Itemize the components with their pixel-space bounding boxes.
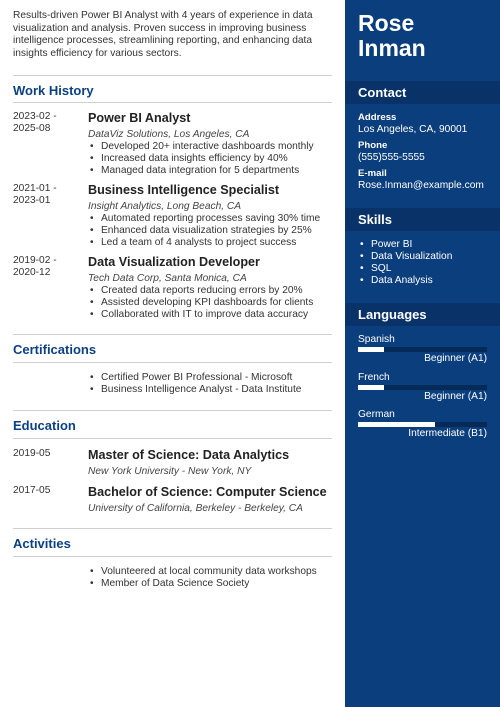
section-title-education: Education xyxy=(13,418,76,433)
degree-title: Master of Science: Data Analytics xyxy=(88,448,290,462)
activity-item: • Member of Data Science Society xyxy=(88,578,338,590)
language-bar-fill xyxy=(358,347,384,352)
language-bar-fill xyxy=(358,422,435,427)
divider xyxy=(13,438,332,439)
section-title-work-history: Work History xyxy=(13,83,94,98)
bullet-item: • Managed data integration for 5 departments xyxy=(88,165,336,177)
email-value[interactable]: Rose.Inman@example.com xyxy=(358,180,484,191)
education-date: 2017-05 xyxy=(13,485,51,496)
email-label: E-mail xyxy=(358,168,387,179)
skill-item: • Data Analysis xyxy=(358,275,452,287)
skill-item: • SQL xyxy=(358,263,452,275)
work-details xyxy=(88,111,336,177)
work-date: 2019-02 - 2020-12 xyxy=(13,255,57,278)
activity-item: • Volunteered at local community data workshops xyxy=(88,566,338,578)
address-label: Address xyxy=(358,112,397,123)
certification-item: • Certified Power BI Professional - Microsoft xyxy=(88,372,338,384)
language-entry xyxy=(358,372,487,403)
job-bullets xyxy=(88,141,336,177)
sidebar xyxy=(345,0,500,707)
language-bar xyxy=(358,422,487,427)
skill-item: • Power BI xyxy=(358,239,452,251)
skills-list xyxy=(358,239,452,287)
language-level: Beginner (A1) xyxy=(424,353,487,364)
divider xyxy=(13,75,332,76)
job-title: Business Intelligence Specialist xyxy=(88,183,280,197)
phone-value: (555)555-5555 xyxy=(358,152,425,163)
education-details xyxy=(88,448,336,478)
section-title-activities: Activities xyxy=(13,536,71,551)
bullet-item: • Created data reports reducing errors by 20% xyxy=(88,285,336,297)
divider xyxy=(13,362,332,363)
school-location: New York University - New York, NY xyxy=(88,466,252,477)
work-details xyxy=(88,255,336,321)
skill-item: • Data Visualization xyxy=(358,251,452,263)
degree-title: Bachelor of Science: Computer Science xyxy=(88,485,327,499)
last-name: Inman xyxy=(358,35,426,61)
language-level: Intermediate (B1) xyxy=(408,428,487,439)
bullet-item: • Led a team of 4 analysts to project success xyxy=(88,237,336,249)
phone-label: Phone xyxy=(358,140,388,151)
language-bar xyxy=(358,385,487,390)
divider xyxy=(13,528,332,529)
languages-header xyxy=(345,303,500,326)
language-name: German xyxy=(358,409,395,420)
certifications-list xyxy=(88,372,338,396)
professional-summary: Results-driven Power BI Analyst with 4 years of experience in data visualization and analysis. Proven success in improving business intelligence processes, streamlining reporting, and enhancing data insights efficiency for various sectors. xyxy=(13,10,313,59)
section-title-certifications: Certifications xyxy=(13,342,97,357)
language-level: Beginner (A1) xyxy=(424,391,487,402)
bullet-item: • Increased data insights efficiency by 40% xyxy=(88,153,336,165)
company-location: DataViz Solutions, Los Angeles, CA xyxy=(88,129,250,140)
work-details xyxy=(88,183,336,249)
language-name: Spanish xyxy=(358,334,395,345)
contact-header xyxy=(345,81,500,104)
language-entry xyxy=(358,334,487,365)
certification-item: • Business Intelligence Analyst - Data Institute xyxy=(88,384,338,396)
language-bar-fill xyxy=(358,385,384,390)
education-date: 2019-05 xyxy=(13,448,51,459)
bullet-item: • Automated reporting processes saving 30% time xyxy=(88,213,336,225)
divider xyxy=(13,410,332,411)
bullet-item: • Developed 20+ interactive dashboards monthly xyxy=(88,141,336,153)
language-entry xyxy=(358,409,487,440)
language-name: French xyxy=(358,372,390,383)
divider xyxy=(13,556,332,557)
divider xyxy=(13,334,332,335)
company-location: Tech Data Corp, Santa Monica, CA xyxy=(88,273,247,284)
languages-title: Languages xyxy=(358,307,427,322)
first-name: Rose xyxy=(358,10,415,36)
education-details xyxy=(88,485,336,515)
language-bar xyxy=(358,347,487,352)
bullet-item: • Enhanced data visualization strategies by 25% xyxy=(88,225,336,237)
job-title: Power BI Analyst xyxy=(88,111,191,125)
work-date: 2023-02 - 2025-08 xyxy=(13,111,57,134)
address-value: Los Angeles, CA, 90001 xyxy=(358,124,468,135)
work-date: 2021-01 - 2023-01 xyxy=(13,183,57,206)
company-location: Insight Analytics, Long Beach, CA xyxy=(88,201,242,212)
bullet-item: • Assisted developing KPI dashboards for clients xyxy=(88,297,336,309)
bullet-item: • Collaborated with IT to improve data accuracy xyxy=(88,309,336,321)
candidate-name xyxy=(358,11,426,61)
activities-list xyxy=(88,566,338,590)
skills-header xyxy=(345,208,500,231)
job-bullets xyxy=(88,285,336,321)
job-bullets xyxy=(88,213,336,249)
school-location: University of California, Berkeley - Berkeley, CA xyxy=(88,503,303,514)
skills-title: Skills xyxy=(358,212,392,227)
divider xyxy=(13,102,332,103)
job-title: Data Visualization Developer xyxy=(88,255,260,269)
contact-title: Contact xyxy=(358,85,407,100)
